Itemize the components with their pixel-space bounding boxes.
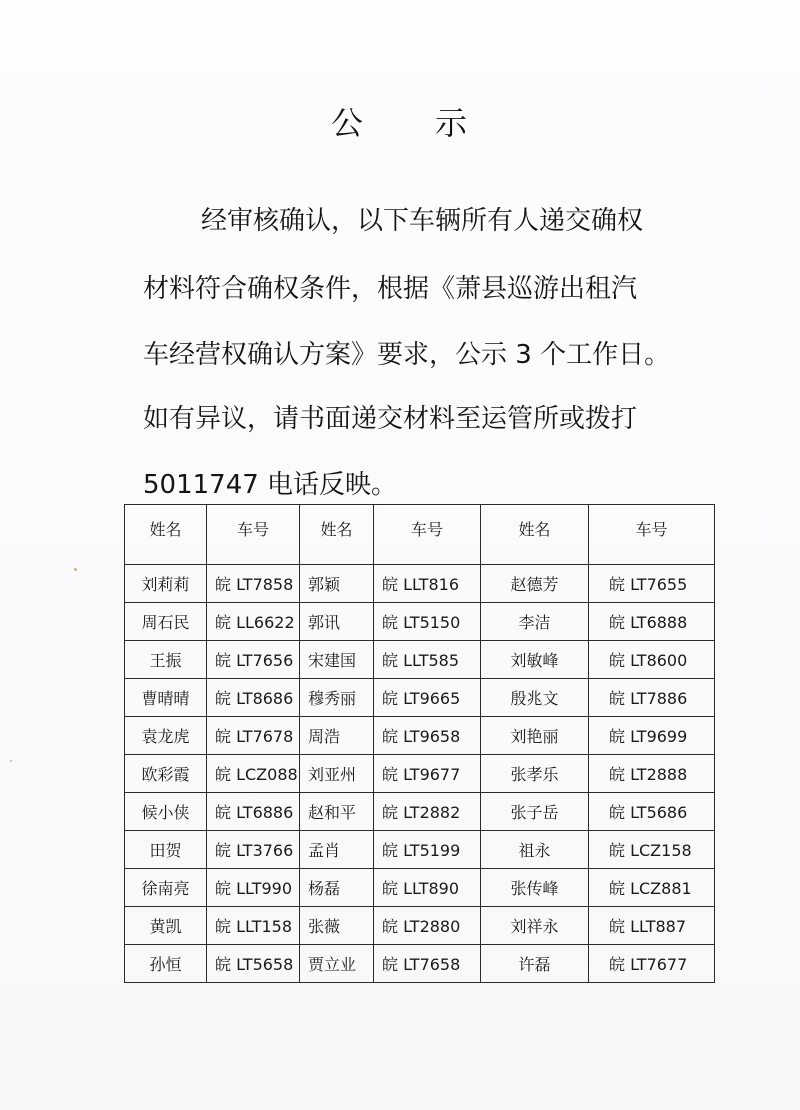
owner-name: 贾立业 — [300, 945, 374, 983]
table-row — [125, 945, 715, 983]
plate-number: 皖 LT7658 — [374, 945, 481, 983]
plate-number: 皖 LT7886 — [589, 679, 715, 717]
owner-name: 张传峰 — [481, 869, 589, 907]
plate-number: 皖 LT9677 — [374, 755, 481, 793]
owner-name: 孟肖 — [300, 831, 374, 869]
plate-number: 皖 LT9658 — [374, 717, 481, 755]
owner-name: 郭颖 — [300, 565, 374, 603]
header-name-3: 姓名 — [481, 505, 589, 565]
table-row — [125, 603, 715, 641]
plate-number: 皖 LT5150 — [374, 603, 481, 641]
owner-name: 赵和平 — [300, 793, 374, 831]
table-row — [125, 565, 715, 603]
owner-name: 宋建国 — [300, 641, 374, 679]
owner-name: 杨磊 — [300, 869, 374, 907]
owner-name: 祖永 — [481, 831, 589, 869]
owner-name: 刘莉莉 — [125, 565, 207, 603]
plate-number: 皖 LLT887 — [589, 907, 715, 945]
owner-name: 徐南亮 — [125, 869, 207, 907]
owner-name: 张子岳 — [481, 793, 589, 831]
owner-name: 周浩 — [300, 717, 374, 755]
plate-number: 皖 LT3766 — [207, 831, 300, 869]
plate-number: 皖 LT8600 — [589, 641, 715, 679]
plate-number: 皖 LT7677 — [589, 945, 715, 983]
owner-name: 李洁 — [481, 603, 589, 641]
table-row — [125, 641, 715, 679]
owner-name: 刘艳丽 — [481, 717, 589, 755]
paper-speck — [74, 568, 77, 571]
plate-number: 皖 LT7858 — [207, 565, 300, 603]
owner-name: 曹晴晴 — [125, 679, 207, 717]
notice-line-3: 车经营权确认方案》要求，公示 3 个工作日。 — [143, 340, 671, 370]
owner-name: 赵德芳 — [481, 565, 589, 603]
header-plate-3: 车号 — [589, 505, 715, 565]
plate-number: 皖 LCZ881 — [589, 869, 715, 907]
table-row — [125, 679, 715, 717]
plate-number: 皖 LT7655 — [589, 565, 715, 603]
plate-number: 皖 LL6622 — [207, 603, 300, 641]
page-title — [0, 98, 800, 144]
owner-name: 刘亚州 — [300, 755, 374, 793]
plate-number: 皖 LCZ088 — [207, 755, 300, 793]
table-row — [125, 755, 715, 793]
title-char-1: 公 — [330, 104, 365, 142]
table-row — [125, 907, 715, 945]
paper-speck — [10, 760, 12, 762]
owner-name: 刘祥永 — [481, 907, 589, 945]
plate-number: 皖 LT9665 — [374, 679, 481, 717]
plate-number: 皖 LCZ158 — [589, 831, 715, 869]
owner-name: 孙恒 — [125, 945, 207, 983]
table-row — [125, 717, 715, 755]
plate-number: 皖 LT6886 — [207, 793, 300, 831]
plate-number: 皖 LLT585 — [374, 641, 481, 679]
plate-number: 皖 LLT816 — [374, 565, 481, 603]
notice-line-5: 5011747 电话反映。 — [143, 470, 398, 500]
owner-name: 张薇 — [300, 907, 374, 945]
notice-line-4: 如有异议，请书面递交材料至运管所或拨打 — [143, 404, 638, 434]
plate-number: 皖 LT7678 — [207, 717, 300, 755]
plate-number: 皖 LLT890 — [374, 869, 481, 907]
title-char-2: 示 — [435, 104, 470, 142]
owner-name: 张孝乐 — [481, 755, 589, 793]
owner-name: 欧彩霞 — [125, 755, 207, 793]
table-row — [125, 793, 715, 831]
owner-name: 许磊 — [481, 945, 589, 983]
notice-line-2: 材料符合确权条件，根据《萧县巡游出租汽 — [143, 274, 638, 304]
owner-name: 黄凯 — [125, 907, 207, 945]
table-row — [125, 869, 715, 907]
table-header-row — [125, 505, 715, 565]
plate-number: 皖 LT2882 — [374, 793, 481, 831]
plate-number: 皖 LT2880 — [374, 907, 481, 945]
plate-number: 皖 LT5658 — [207, 945, 300, 983]
vehicle-owner-table — [124, 504, 715, 983]
owner-name: 周石民 — [125, 603, 207, 641]
owner-name: 郭讯 — [300, 603, 374, 641]
notice-line-1: 经审核确认，以下车辆所有人递交确权 — [201, 206, 644, 236]
header-plate-2: 车号 — [374, 505, 481, 565]
plate-number: 皖 LT9699 — [589, 717, 715, 755]
plate-number: 皖 LT8686 — [207, 679, 300, 717]
owner-name: 王振 — [125, 641, 207, 679]
owner-name: 袁龙虎 — [125, 717, 207, 755]
owner-name: 殷兆文 — [481, 679, 589, 717]
plate-number: 皖 LLT158 — [207, 907, 300, 945]
header-name-2: 姓名 — [300, 505, 374, 565]
header-plate-1: 车号 — [207, 505, 300, 565]
owner-name: 候小侠 — [125, 793, 207, 831]
header-name-1: 姓名 — [125, 505, 207, 565]
plate-number: 皖 LT5686 — [589, 793, 715, 831]
owner-name: 田贺 — [125, 831, 207, 869]
plate-number: 皖 LT2888 — [589, 755, 715, 793]
plate-number: 皖 LT6888 — [589, 603, 715, 641]
plate-number: 皖 LT5199 — [374, 831, 481, 869]
owner-name: 穆秀丽 — [300, 679, 374, 717]
owner-name: 刘敏峰 — [481, 641, 589, 679]
table-row — [125, 831, 715, 869]
plate-number: 皖 LT7656 — [207, 641, 300, 679]
plate-number: 皖 LLT990 — [207, 869, 300, 907]
